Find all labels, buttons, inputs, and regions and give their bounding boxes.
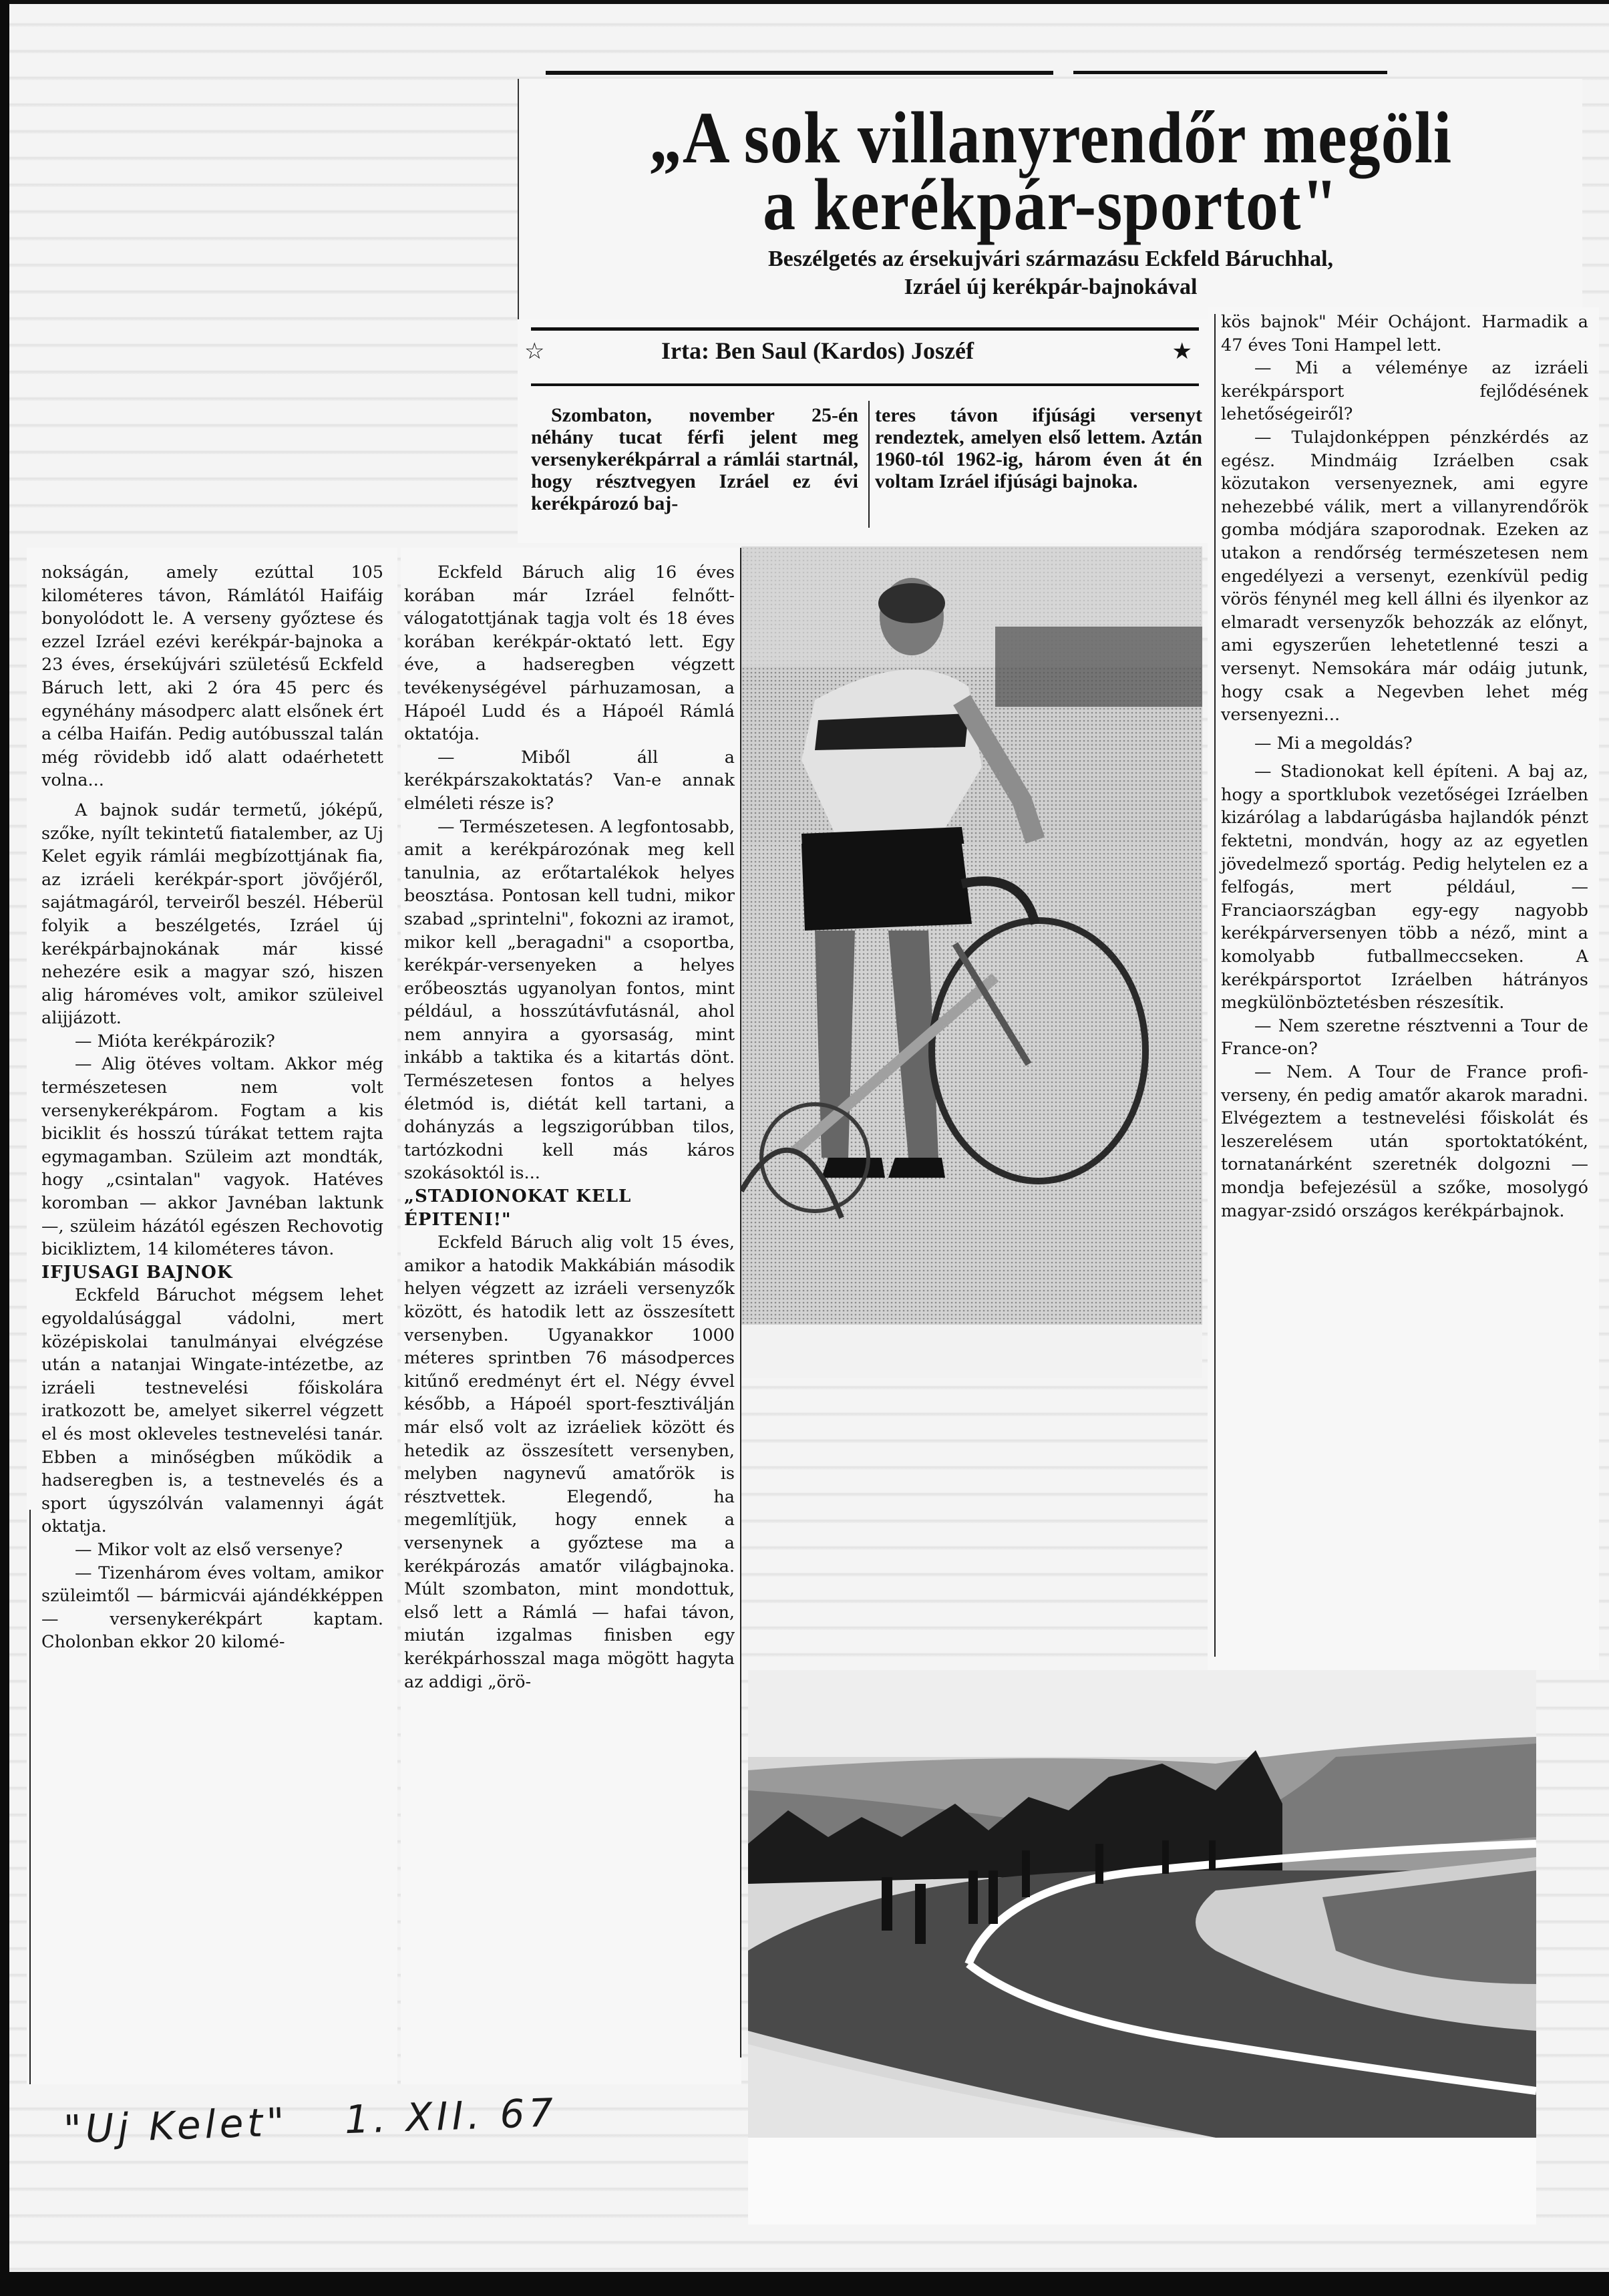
top-rule bbox=[546, 71, 1053, 75]
scan-bottom-edge bbox=[0, 2272, 1609, 2296]
column-divider bbox=[29, 1510, 31, 2084]
lead-column-2 bbox=[875, 404, 1202, 492]
column-divider bbox=[868, 401, 870, 528]
paragraph: A bajnok sudár termetű, jóképű, szőke, nyílt tekintetű fiatalember, az Uj Kelet egyik rámlái megbízottjának fia, az izráeli kerékpár-sport jövőjéről, sajátmagáról, terveiről beszél. Héberül folyik a beszélgetés, Izráel új kerékpárbajnokának már kissé nehezére esik a magyar szó, hiszen alig hároméves volt, amikor szüleivel alijjázott. bbox=[41, 800, 383, 1029]
cyclist-portrait-photo-lower bbox=[741, 844, 1202, 1378]
right-column bbox=[1221, 311, 1588, 1222]
subheadline-line-2: Izráel új kerékpár-bajnokával bbox=[904, 275, 1198, 299]
subheadline-line-1: Beszélgetés az érsekujvári származásu Eckfeld Báruchhal, bbox=[767, 247, 1334, 271]
paragraph: — Mióta kerékpározik? bbox=[75, 1031, 275, 1051]
paragraph: Eckfeld Báruch alig volt 15 éves, amikor a hatodik Makkábián második helyen végzett az izráeli versenyzők között, és hatodik lett az összesített versenyben. Ugyanakkor 1000 méteres sprintben 76 másodperces kitűnő eredményt ért el. Négy évvel később, a Hápoél sport-fesztiválján már első volt az izráeliek között és hetedik az összesített versenyben, melyben nagynevű amatőrök is résztvettek. Elegendő, ha megemlítjük, hogy ennek a versenynek a győztese ma a kerékpározás amatőr világbajnoka. Múlt szombaton, mint mondottuk, első lett a Rámlá — hafai távon, miután izgalmas finisben egy kerékpárhosszal maga mögött hagyta az addigi „örö- bbox=[404, 1233, 735, 1692]
lead-paragraph: teres távon ifjúsági versenyt rendeztek, amelyen első lettem. Aztán 1960-tól 1962-ig, három éven át én voltam Izráel ifjúsági bajnoka. bbox=[875, 404, 1202, 492]
paragraph: — Tulajdonképpen pénzkérdés az egész. Mindmáig Izráelben csak közutakon versenyeznek, ami egyre nehezebbé válik, mert a villanyrendőrök gomba módjára szaporodnak. Ezeken az utakon a rendőrség természetesen nem engedélyezi a versenyt, ezenkívül pedig vörös fénynél meg kell állni és ilyenkor az elmaradt versenyzők behozzák az előnyt, ami egyszerűen lehetetlenné teszi a versenyt. Nemsokára már odáig jutunk, hogy csak a Negevben lehet még versenyezni... bbox=[1221, 427, 1588, 725]
section-heading: IFJUSAGI BAJNOK bbox=[41, 1262, 233, 1283]
road-race-graphic bbox=[748, 1670, 1536, 2225]
left-column bbox=[41, 561, 383, 1654]
headline-line-1: „A sok villanyrendőr megöli bbox=[649, 98, 1453, 179]
paragraph: nokságán, amely ezúttal 105 kilométeres távon, Rámlától Haifáig bonyolódott le. A verseny győztese és ezzel Izráel ezévi kerékpár-bajnoka a 23 éves, érsekújvári születésű Eckfeld Báruch lett, aki 2 óra 45 perc és egynéhány másodperc alatt elsőnek ért a célba Haifán. Pedig autóbusszal talán még rövidebb idő alatt odaérhetett volna... bbox=[41, 562, 383, 791]
paragraph: — Tizenhárom éves voltam, amikor szüleimtől — bármicvái ajándékképpen — versenykerékpárt kaptam. Cholonban ekkor 20 kilomé- bbox=[41, 1563, 383, 1653]
lead-column-1 bbox=[531, 404, 858, 514]
paragraph: — Alig ötéves voltam. Akkor még természetesen nem volt versenykerékpárom. Fogtam a kis biciklit és hosszú túrákat tettem rajta egymagamban. Szüleim azt mondták, hogy „csintalan" vagyok. Hatéves koromban — akkor Javnéban laktunk —, szüleim házától egészen Rechovotig bicikliztem, 14 kilométeres távon. bbox=[41, 1054, 383, 1260]
section-heading: „STADIONOKAT KELL ÉPITENI!" bbox=[404, 1186, 632, 1230]
paragraph: — Miből áll a kerékpárszakoktatás? Van-e annak elméleti része is? bbox=[404, 747, 735, 814]
top-rule bbox=[1073, 71, 1387, 74]
scan-top-edge bbox=[0, 0, 1609, 4]
byline: Irta: Ben Saul (Kardos) Joszéf bbox=[661, 337, 974, 364]
byline-rule-top bbox=[531, 327, 1199, 331]
lead-paragraph: Szombaton, november 25-én néhány tucat férfi jelent meg versenykerékpárral a rámlái startnál, hogy résztvegyen Izráel ez évi kerékpározó baj- bbox=[531, 404, 858, 514]
paragraph: kös bajnok" Méir Ochájont. Harmadik a 47 éves Toni Hampel lett. bbox=[1221, 312, 1588, 355]
paragraph: — Stadionokat kell építeni. A baj az, hogy a sportklubok vezetőségei Izráelben kizárólag a labdarúgásba hajlandók pénzt fektetni, mondván, hogy az az egyetlen jövedelmező sportág. Pedig helytelen ez a felfogás, mert például, — Franciaországban egy-egy nagyobb kerékpárversenyen több a néző, mint a komolyabb futballmeccseken. A kerékpársportot Izráelben hátrányos megkülönböztetésben részesítik. bbox=[1221, 762, 1588, 1013]
column-divider bbox=[1214, 314, 1216, 1657]
byline-rule-bottom bbox=[531, 383, 1199, 386]
paragraph: — Mi a megoldás? bbox=[1254, 733, 1413, 754]
paragraph: Eckfeld Báruch alig 16 éves korában már Izráel felnőtt-válogatottjának tagja volt és 18 éves korában kerékpár-oktató lett. Egy éve, a hadseregben végzett tevékenységével párhuzamosan, a Hápoél Ludd és a Hápoél Rámlá oktatója. bbox=[404, 562, 735, 745]
star-outline-icon: ☆ bbox=[524, 338, 545, 365]
paragraph: Eckfeld Báruchot mégsem lehet egyoldalúsággal vádolni, mert középiskolai tanulmányai elvégzése után a natanjai Wingate-intézetbe, az izráeli testnevelési főiskolára iratkozott be, amelyet sikerrel végzett el és most okleveles testnevelési tanár. Ebben a minőségben működik a hadseregben is, a testnevelés és a sport úgyszólván valamennyi ágát oktatja. bbox=[41, 1285, 383, 1537]
road-race-photo bbox=[748, 1670, 1536, 2225]
paragraph: — Mikor volt az első versenye? bbox=[75, 1539, 343, 1560]
byline-row bbox=[518, 334, 1206, 374]
cyclist-portrait-photo bbox=[741, 546, 1202, 844]
headline-line-2: a kerékpár-sportot" bbox=[763, 164, 1338, 246]
handwritten-newspaper-name: "Uj Kelet" bbox=[63, 2099, 289, 2152]
middle-column bbox=[404, 561, 735, 1693]
paragraph: — Nem szeretne résztvenni a Tour de France-on? bbox=[1221, 1015, 1588, 1059]
paragraph: — Nem. A Tour de France profi-verseny, én pedig amatőr akarok maradni. Elvégeztem a testnevelési főiskolát és leszerelésem után sportoktatóként, tornatanárként szeretnék dolgozni — mondja befejezésül a szőke, mosolygó magyar-zsidó országos kerékpárbajnok. bbox=[1221, 1062, 1588, 1221]
paragraph: — Mi a véleménye az izráeli kerékpársport fejlődésének lehetőségeiről? bbox=[1221, 358, 1588, 425]
star-filled-icon: ★ bbox=[1172, 338, 1192, 365]
scan-left-edge bbox=[0, 0, 9, 2296]
cyclist-photo-graphic bbox=[741, 546, 1202, 844]
headline-block bbox=[518, 79, 1582, 319]
bicycle-graphic bbox=[741, 844, 1202, 1378]
handwritten-date: 1. XII. 67 bbox=[343, 2090, 558, 2143]
handwritten-source-note bbox=[63, 2088, 598, 2152]
paragraph: — Természetesen. A legfontosabb, amit a kerékpározónak meg kell tanulnia, az erőtartalékok helyes beosztása. Pontosan kell tudni, mikor szabad „sprintelni", fokozni az iramot, mikor kell „beragadni" a csoportba, kerékpár-versenyeken a helyes erőbeosztás ugyanolyan fontos, mint például, a hosszútávfutásnál, ahol nem annyira a gyorsaság, mint inkább a taktika és a kitartás dönt. Természetesen fontos a helyes életmód is, diétát kell tartani, a dohányzás a legszigorúbban tilos, tartózkodni kell más káros szokásoktól is... bbox=[404, 816, 735, 1184]
